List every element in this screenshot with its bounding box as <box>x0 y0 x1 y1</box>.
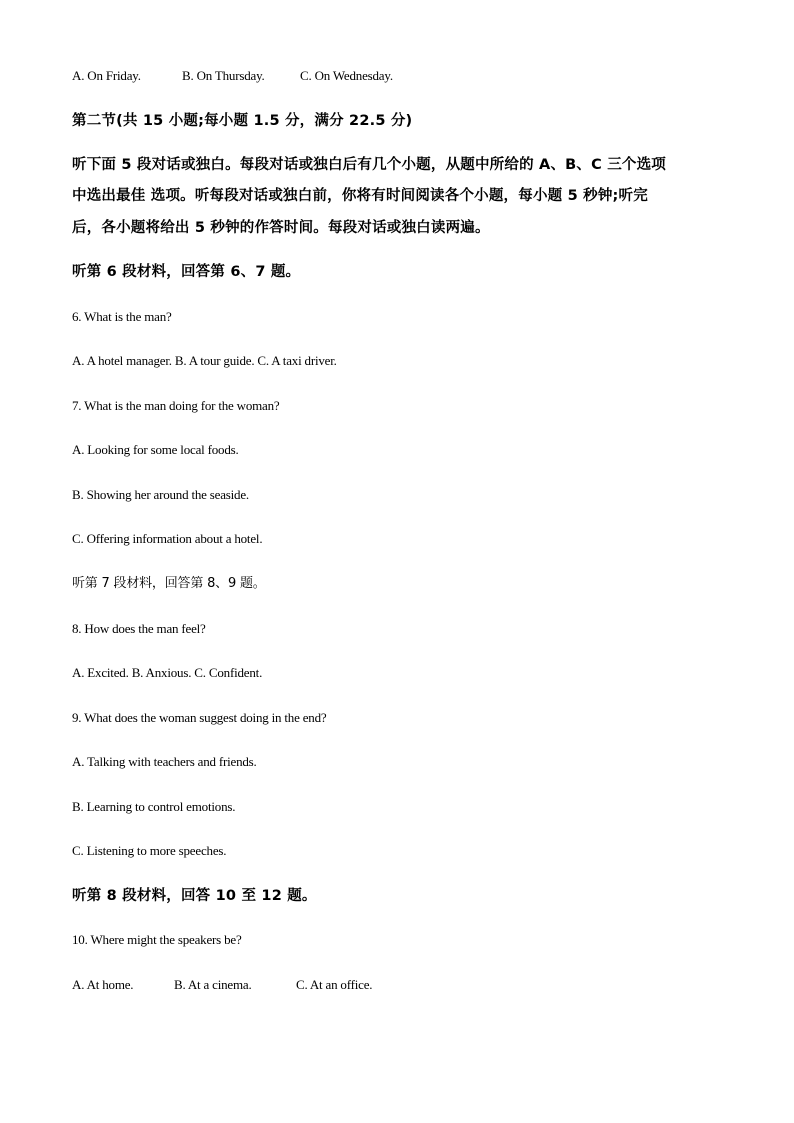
option-a: A. At home. <box>72 977 134 992</box>
section-instructions-line-2: 中选出最佳 选项。听每段对话或独白前，你将有时间阅读各个小题，每小题 5 秒钟;听完 <box>72 188 648 204</box>
question-10-options <box>72 977 722 993</box>
option-c: C. At an office. <box>296 977 373 992</box>
option-c: C. On Wednesday. <box>300 68 393 83</box>
question-7-option-b: B. Showing her around the seaside. <box>72 487 249 502</box>
passage-8-intro: 听第 8 段材料，回答 10 至 12 题。 <box>72 888 317 904</box>
option-b: B. On Thursday. <box>182 68 265 83</box>
question-7: 7. What is the man doing for the woman? <box>72 398 280 413</box>
option-a: A. On Friday. <box>72 68 141 83</box>
question-9-option-a: A. Talking with teachers and friends. <box>72 754 257 769</box>
question-8-options: A. Excited. B. Anxious. C. Confident. <box>72 665 263 680</box>
section-instructions-line-1: 听下面 5 段对话或独白。每段对话或独白后有几个小题，从题中所给的 A、B、C 三个选项 <box>72 157 666 173</box>
question-9: 9. What does the woman suggest doing in the end? <box>72 710 327 725</box>
option-b: B. At a cinema. <box>174 977 252 992</box>
question-9-option-c: C. Listening to more speeches. <box>72 843 227 858</box>
question-7-option-c: C. Offering information about a hotel. <box>72 531 263 546</box>
question-9-option-b: B. Learning to control emotions. <box>72 799 236 814</box>
section-heading: 第二节(共 15 小题;每小题 1.5 分，满分 22.5 分) <box>72 113 413 129</box>
section-instructions-line-3: 后，各小题将给出 5 秒钟的作答时间。每段对话或独白读两遍。 <box>72 220 490 236</box>
question-10: 10. Where might the speakers be? <box>72 932 242 947</box>
passage-7-intro: 听第 7 段材料，回答第 8、9 题。 <box>72 576 266 591</box>
passage-6-intro: 听第 6 段材料，回答第 6、7 题。 <box>72 264 301 280</box>
question-7-option-a: A. Looking for some local foods. <box>72 442 239 457</box>
question-5-options <box>72 68 722 84</box>
question-8: 8. How does the man feel? <box>72 621 206 636</box>
question-6-options: A. A hotel manager. B. A tour guide. C. A taxi driver. <box>72 353 337 368</box>
question-6: 6. What is the man? <box>72 309 172 324</box>
